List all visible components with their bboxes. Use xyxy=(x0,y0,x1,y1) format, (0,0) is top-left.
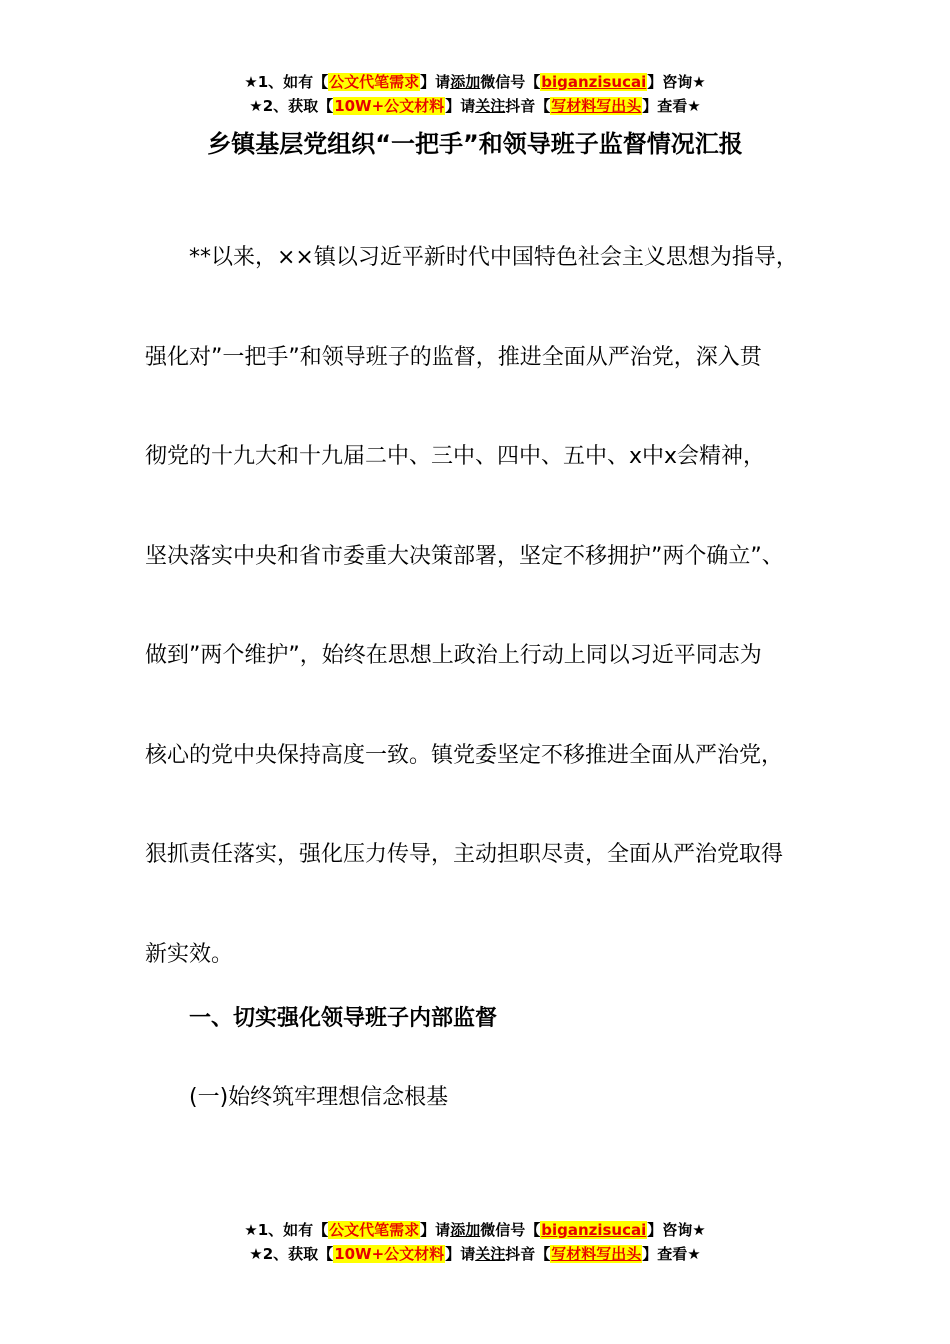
banner-text: 抖音【 xyxy=(505,1245,551,1263)
banner-highlight-materials: 10W+公文材料 xyxy=(334,1245,445,1263)
paragraph-line: 彻党的十九大和十九届二中、三中、四中、五中、x中x会精神， xyxy=(145,444,766,469)
banner-text: 】咨询★ xyxy=(647,1221,706,1239)
banner-text: 】请 xyxy=(445,1245,476,1263)
banner-highlight-wechat-id: biganzisucai xyxy=(541,1221,647,1239)
banner-underline: 添加 xyxy=(450,1221,481,1239)
banner-text: ★1、如有【 xyxy=(244,1221,329,1239)
banner-highlight-service: 公文代笔需求 xyxy=(329,73,420,91)
banner-text: 】请 xyxy=(445,97,476,115)
banner-text: 】请 xyxy=(420,1221,451,1239)
paragraph-line: 强化对”一把手”和领导班子的监督，推进全面从严治党，深入贯 xyxy=(145,344,762,370)
bottom-banner xyxy=(0,1218,950,1266)
paragraph-line: 狠抓责任落实，强化压力传导，主动担职尽责，全面从严治党取得 xyxy=(145,842,784,867)
document-title: 乡镇基层党组织“一把手”和领导班子监督情况汇报 xyxy=(207,130,743,158)
banner-highlight-douyin: 写材料写出头 xyxy=(551,97,642,115)
banner-text: 】查看★ xyxy=(642,1245,701,1263)
banner-text: 微信号【 xyxy=(480,1221,541,1239)
banner-text: ★1、如有【 xyxy=(244,73,329,91)
banner-text: 微信号【 xyxy=(480,73,541,91)
paragraph-line: 新实效。 xyxy=(145,941,234,967)
paragraph-line: 核心的党中央保持高度一致。镇党委坚定不移推进全面从严治党， xyxy=(145,742,784,768)
banner-text: 】查看★ xyxy=(642,97,701,115)
banner-text: 抖音【 xyxy=(505,97,551,115)
paragraph-line: **以来，××镇以习近平新时代中国特色社会主义思想为指导， xyxy=(189,245,798,270)
banner-text: ★2、获取【 xyxy=(249,1245,334,1263)
paragraph-line: 做到”两个维护”，始终在思想上政治上行动上同以习近平同志为 xyxy=(145,643,762,668)
banner-line-2 xyxy=(0,1242,950,1266)
banner-underline: 添加 xyxy=(450,73,481,91)
banner-text: 】请 xyxy=(420,73,451,91)
banner-line-1 xyxy=(0,70,950,94)
banner-text: 】咨询★ xyxy=(647,73,706,91)
banner-text: ★2、获取【 xyxy=(249,97,334,115)
banner-highlight-douyin: 写材料写出头 xyxy=(551,1245,642,1263)
banner-underline: 关注 xyxy=(475,1245,506,1263)
top-banner xyxy=(0,70,950,118)
banner-highlight-materials: 10W+公文材料 xyxy=(334,97,445,115)
banner-line-2 xyxy=(0,94,950,118)
banner-line-1 xyxy=(0,1218,950,1242)
banner-underline: 关注 xyxy=(475,97,506,115)
body-paragraph xyxy=(145,208,815,1004)
section-heading: 一、切实强化领导班子内部监督 xyxy=(189,1006,498,1031)
subsection-heading: (一)始终筑牢理想信念根基 xyxy=(189,1085,449,1110)
paragraph-line: 坚决落实中央和省市委重大决策部署，坚定不移拥护”两个确立”、 xyxy=(145,543,784,569)
banner-highlight-service: 公文代笔需求 xyxy=(329,1221,420,1239)
banner-highlight-wechat-id: biganzisucai xyxy=(541,73,647,91)
